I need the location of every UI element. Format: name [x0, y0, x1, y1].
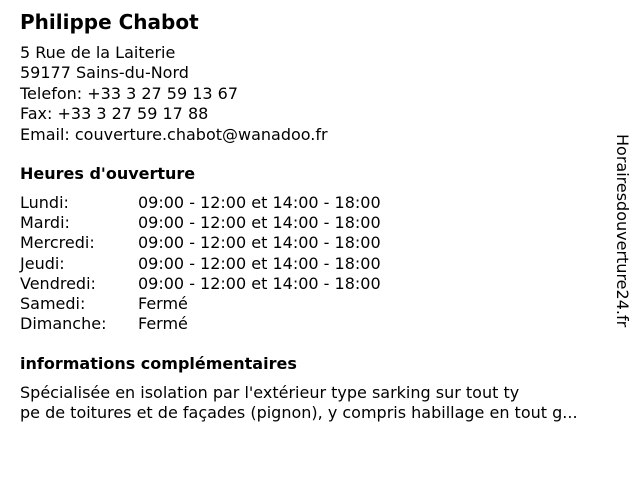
- day-label: Lundi:: [20, 193, 69, 212]
- address-city: 59177 Sains-du-Nord: [20, 63, 189, 83]
- hours-row-saturday: [20, 294, 381, 314]
- hours-value: 09:00 - 12:00 et 14:00 - 18:00: [138, 273, 381, 293]
- hours-value: 09:00 - 12:00 et 14:00 - 18:00: [138, 193, 381, 212]
- description-line: pe de toitures et de façades (pignon), y compris habillage en tout g...: [20, 403, 578, 422]
- site-watermark: [612, 134, 632, 342]
- description-line: Spécialisée en isolation par l'extérieur type sarking sur tout ty: [20, 383, 520, 402]
- day-label: Mardi:: [20, 213, 70, 233]
- watermark-text: Horairesdouverture24.fr: [613, 134, 632, 328]
- hours-value: Fermé: [138, 294, 188, 314]
- info-description: [20, 383, 630, 423]
- fax-number: Fax: +33 3 27 59 17 88: [20, 104, 209, 124]
- opening-hours-table: [20, 193, 381, 334]
- hours-row-friday: [20, 274, 381, 294]
- hours-row-wednesday: [20, 233, 381, 253]
- hours-row-tuesday: [20, 213, 381, 233]
- day-label: Dimanche:: [20, 314, 107, 334]
- hours-value: 09:00 - 12:00 et 14:00 - 18:00: [138, 213, 381, 233]
- day-label: Samedi:: [20, 294, 86, 314]
- address-street: 5 Rue de la Laiterie: [20, 43, 176, 62]
- business-name: Philippe Chabot: [20, 10, 199, 34]
- day-label: Jeudi:: [20, 253, 65, 273]
- day-label: Mercredi:: [20, 233, 95, 253]
- email-address: Email: couverture.chabot@wanadoo.fr: [20, 124, 328, 144]
- hours-value: 09:00 - 12:00 et 14:00 - 18:00: [138, 233, 381, 253]
- hours-row-thursday: [20, 254, 381, 274]
- day-label: Vendredi:: [20, 273, 96, 293]
- hours-row-sunday: [20, 314, 381, 334]
- hours-heading: Heures d'ouverture: [20, 164, 196, 183]
- hours-row-monday: [20, 193, 381, 213]
- info-heading: informations complémentaires: [20, 354, 297, 373]
- phone-number: Telefon: +33 3 27 59 13 67: [20, 83, 239, 103]
- hours-value: Fermé: [138, 314, 188, 334]
- contact-info: [20, 43, 328, 145]
- hours-value: 09:00 - 12:00 et 14:00 - 18:00: [138, 253, 381, 273]
